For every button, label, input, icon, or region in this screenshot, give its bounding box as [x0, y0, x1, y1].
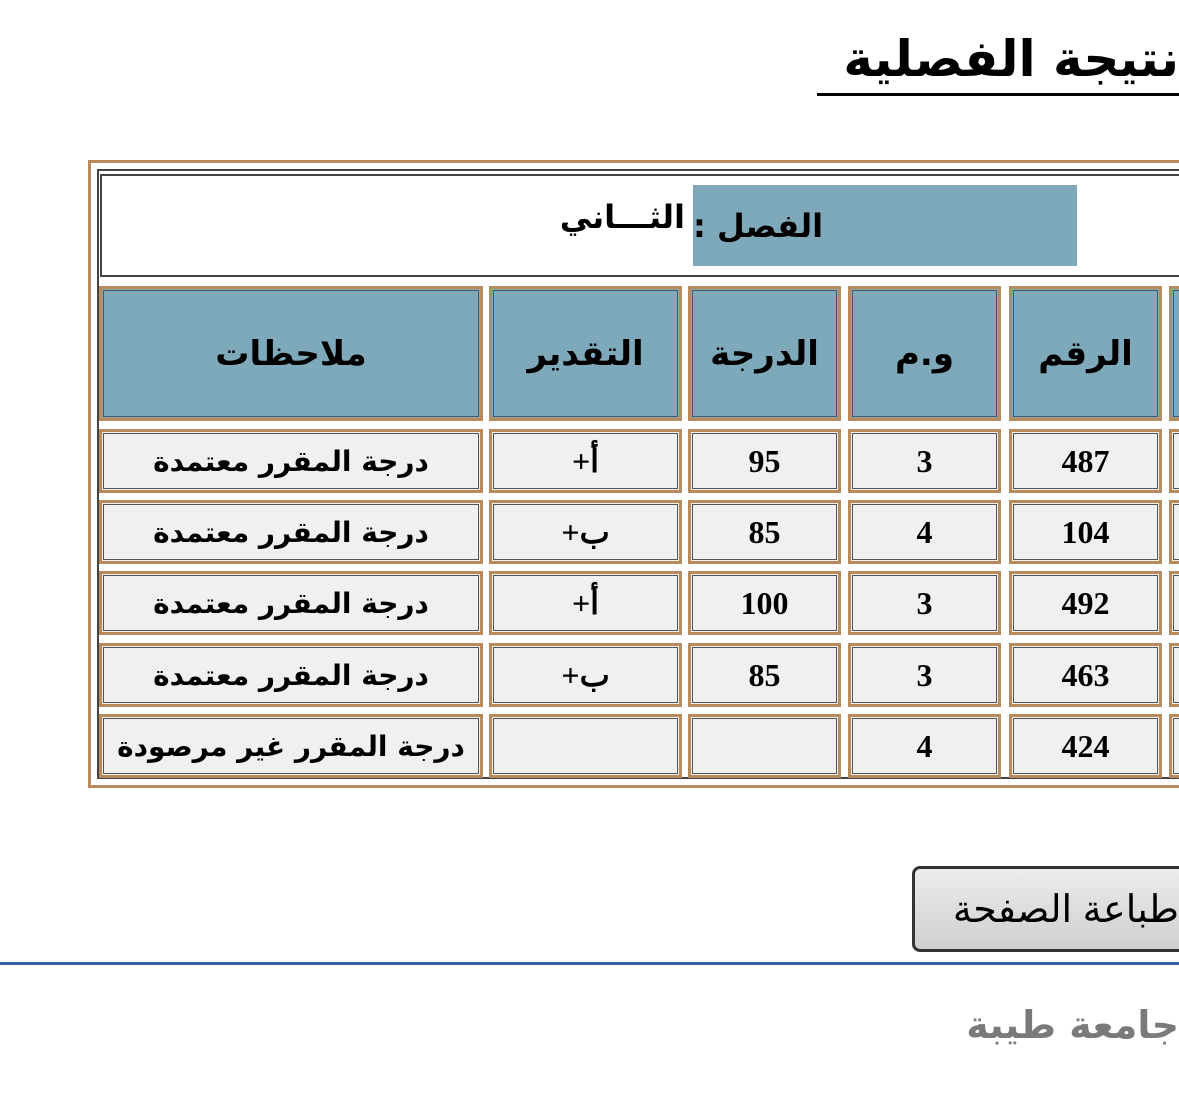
table-cell-rating: أ+	[489, 429, 682, 493]
header-rating: التقدير	[489, 286, 682, 421]
header-credits: و.م	[848, 286, 1001, 421]
table-cell-number: 424	[1009, 714, 1162, 778]
table-cell-rating: ب+	[489, 500, 682, 564]
table-cell-grade: 85	[688, 500, 841, 564]
print-page-button[interactable]: طباعة الصفحة	[912, 866, 1179, 952]
table-cell-course	[1169, 429, 1179, 493]
table-cell-grade: 95	[688, 429, 841, 493]
table-cell-credits: 3	[848, 429, 1001, 493]
table-cell-rating	[489, 714, 682, 778]
table-cell-notes: درجة المقرر غير مرصودة	[99, 714, 483, 778]
table-cell-course	[1169, 571, 1179, 635]
table-cell-number: 463	[1009, 643, 1162, 707]
header-grade: الدرجة	[688, 286, 841, 421]
table-cell-rating: ب+	[489, 643, 682, 707]
table-cell-course	[1169, 714, 1179, 778]
table-cell-credits: 3	[848, 643, 1001, 707]
table-cell-credits: 3	[848, 571, 1001, 635]
title-underline	[817, 93, 1179, 96]
table-cell-grade	[688, 714, 841, 778]
page-title: نتيجة الفصلية	[843, 30, 1179, 88]
table-cell-notes: درجة المقرر معتمدة	[99, 643, 483, 707]
header-notes: ملاحظات	[99, 286, 483, 421]
footer-divider	[0, 962, 1179, 965]
header-course	[1169, 286, 1179, 421]
table-cell-number: 487	[1009, 429, 1162, 493]
header-number: الرقم	[1009, 286, 1162, 421]
semester-label: الفصل :	[693, 185, 1077, 266]
footer-university-name: جامعة طيبة	[966, 1003, 1179, 1047]
table-cell-credits: 4	[848, 500, 1001, 564]
table-cell-credits: 4	[848, 714, 1001, 778]
table-cell-number: 104	[1009, 500, 1162, 564]
table-cell-rating: أ+	[489, 571, 682, 635]
table-cell-grade: 85	[688, 643, 841, 707]
semester-value: الثـــاني	[559, 198, 685, 236]
table-cell-notes: درجة المقرر معتمدة	[99, 500, 483, 564]
table-cell-number: 492	[1009, 571, 1162, 635]
table-cell-notes: درجة المقرر معتمدة	[99, 429, 483, 493]
table-cell-course	[1169, 500, 1179, 564]
table-cell-grade: 100	[688, 571, 841, 635]
table-cell-notes: درجة المقرر معتمدة	[99, 571, 483, 635]
table-cell-course	[1169, 643, 1179, 707]
